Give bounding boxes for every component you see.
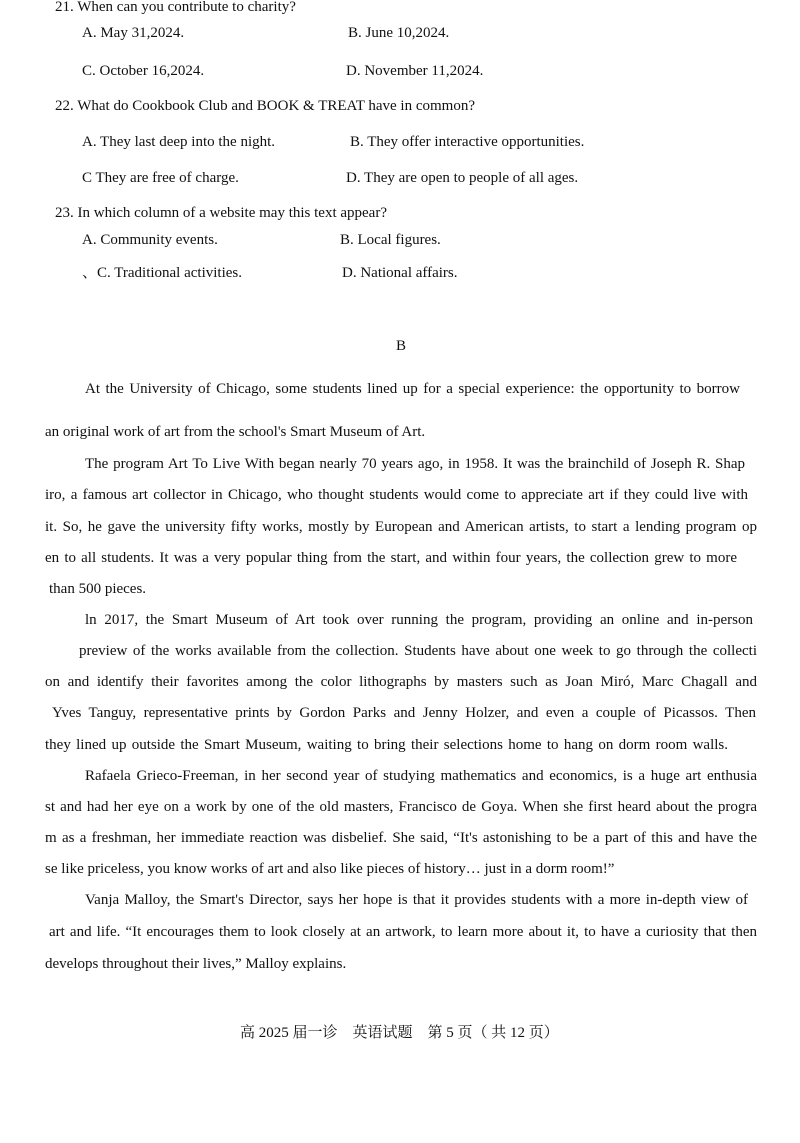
question-stem: 23. In which column of a website may this text appear? xyxy=(55,205,387,221)
passage-line: it. So, he gave the university fifty works, mostly by European and American artists, to start a lending program op xyxy=(45,519,757,535)
passage-line: ln 2017, the Smart Museum of Art took over running the program, providing an online and in-person xyxy=(85,612,753,628)
passage-line: st and had her eye on a work by one of the old masters, Francisco de Goya. When she first heard about the progra xyxy=(45,799,757,815)
passage-line: The program Art To Live With began nearly 70 years ago, in 1958. It was the brainchild of Joseph R. Shap xyxy=(85,456,745,472)
passage-line: m as a freshman, her immediate reaction was disbelief. She said, “It's astonishing to be a part of this and have the xyxy=(45,830,757,846)
option-a: A. They last deep into the night. xyxy=(82,134,276,150)
page-footer: 高 2025 届一诊 英语试题 第 5 页（ 共 12 页） xyxy=(240,1025,559,1041)
passage-line: Vanja Malloy, the Smart's Director, says her hope is that it provides students with a more in-depth view of xyxy=(85,892,748,908)
passage-line: develops throughout their lives,” Malloy explains. xyxy=(45,956,347,972)
passage-line: se like priceless, you know works of art and also like pieces of history… just in a dorm room!” xyxy=(45,861,615,877)
question-stem: 22. What do Cookbook Club and BOOK & TREAT have in common? xyxy=(55,98,475,114)
passage-line: preview of the works available from the collection. Students have about one week to go through the collecti xyxy=(79,643,757,659)
section-title: B xyxy=(396,338,407,354)
passage-line: Rafaela Grieco-Freeman, in her second year of studying mathematics and economics, is a huge art enthusia xyxy=(85,768,757,784)
passage-line: At the University of Chicago, some students lined up for a special experience: the opportunity to borrow xyxy=(85,381,740,397)
passage-line: on and identify their favorites among the color lithographs by masters such as Joan Miró, Marc Chagall and xyxy=(45,674,757,690)
passage-line: en to all students. It was a very popular thing from the start, and within four years, the collection grew to more xyxy=(45,550,737,566)
option-c: C They are free of charge. xyxy=(82,170,239,186)
passage-line: they lined up outside the Smart Museum, waiting to bring their selections home to hang on dorm room walls. xyxy=(45,737,728,753)
question-stem: 21. When can you contribute to charity? xyxy=(55,0,296,15)
passage-line: Yves Tanguy, representative prints by Gordon Parks and Jenny Holzer, and even a couple of Picassos. Then xyxy=(52,705,756,721)
option-a: A. May 31,2024. xyxy=(82,25,185,41)
passage-line: iro, a famous art collector in Chicago, who thought students would come to appreciate art if they could live with xyxy=(45,487,748,503)
option-c: C. October 16,2024. xyxy=(82,63,205,79)
option-c: 、C. Traditional activities. xyxy=(82,265,242,281)
option-b: B. They offer interactive opportunities. xyxy=(350,134,585,150)
passage-line: art and life. “It encourages them to look closely at an artwork, to learn more about it, to have a curiosity that then xyxy=(49,924,757,940)
option-d: D. They are open to people of all ages. xyxy=(346,170,579,186)
option-b: B. Local figures. xyxy=(340,232,441,248)
passage-line: an original work of art from the school's Smart Museum of Art. xyxy=(45,424,426,440)
option-b: B. June 10,2024. xyxy=(348,25,450,41)
option-d: D. National affairs. xyxy=(342,265,458,281)
option-a: A. Community events. xyxy=(82,232,218,248)
passage-line: than 500 pieces. xyxy=(49,581,147,597)
option-d: D. November 11,2024. xyxy=(346,63,484,79)
